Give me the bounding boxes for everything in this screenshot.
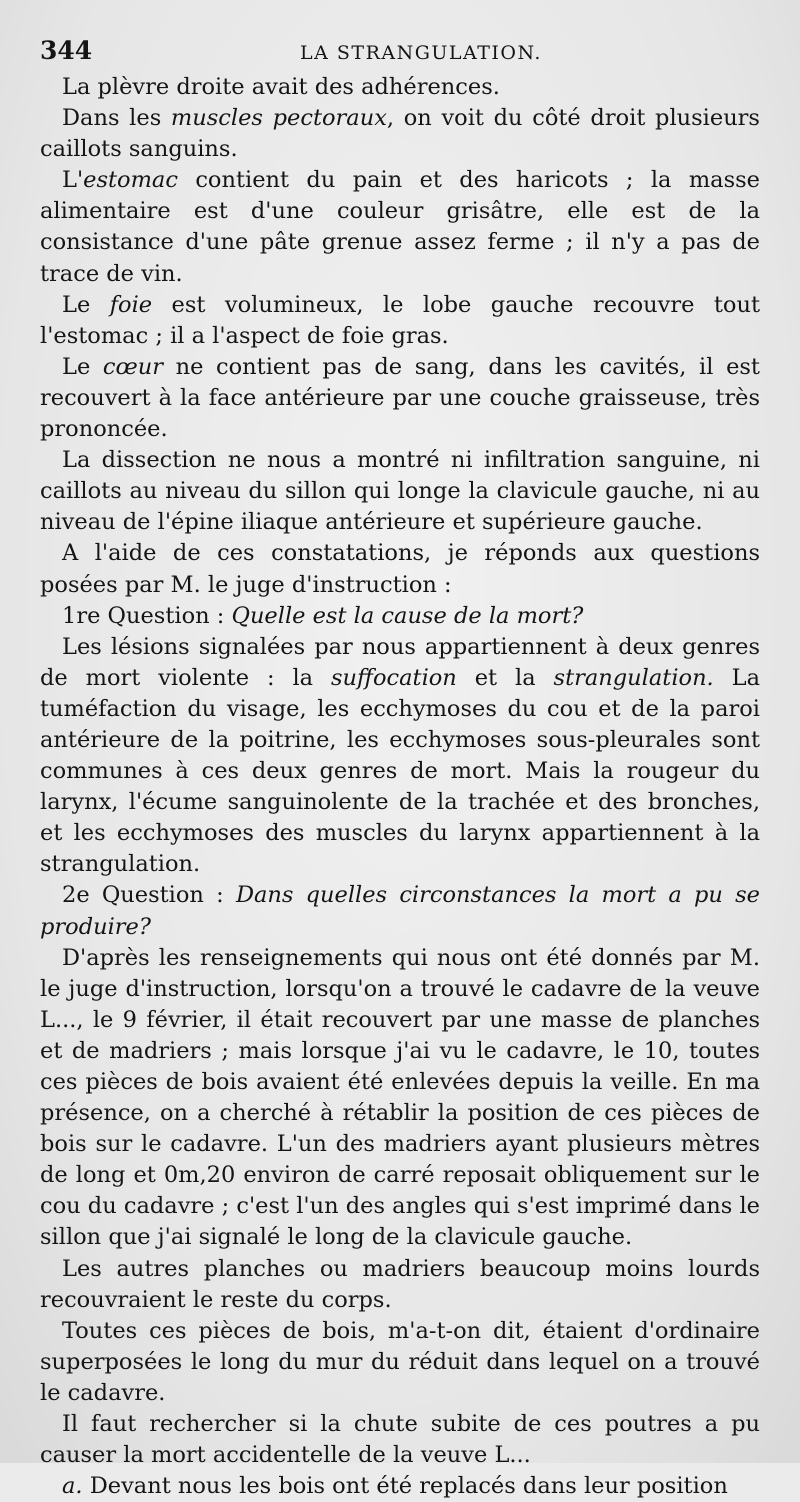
italic-text: cœur [102, 353, 163, 380]
paragraph [40, 165, 760, 289]
text-run: L' [62, 167, 84, 194]
text-run: La dissection ne nous a montré ni infiltration sanguine, ni caillots au niveau du sillon qui longe la clavicule gauche, ni au niveau de l'épine iliaque antérieure et supérieure gauche. [40, 447, 760, 536]
paragraph [40, 352, 760, 445]
page-number: 344 [40, 36, 93, 65]
paragraph [40, 1316, 760, 1409]
text-run: 2e Question : [62, 882, 236, 909]
italic-text: Quelle est la cause de la mort? [231, 602, 584, 629]
italic-text: Dans quelles circonstances la mort a pu se produire? [40, 882, 760, 940]
paragraph [40, 880, 760, 942]
italic-text: a. [62, 1473, 83, 1500]
text-run: Dans les [62, 105, 171, 132]
text-run: Il faut rechercher si la chute subite de ces poutres a pu causer la mort accidentelle de la veuve L... [40, 1411, 760, 1469]
text-run: A l'aide de ces constatations, je réponds aux questions posées par M. le juge d'instruction : [40, 540, 760, 598]
text-run: Le [62, 353, 103, 380]
text-run: et la [456, 664, 554, 691]
text-run: La plèvre droite avait des adhérences. [62, 74, 500, 100]
text-run: Devant nous les bois ont été replacés dans leur position [82, 1473, 728, 1500]
paragraph [40, 1409, 760, 1471]
text-run: Le [62, 291, 110, 318]
paragraph [40, 290, 760, 352]
paragraph [40, 601, 760, 632]
page-header [40, 30, 760, 72]
paragraph [40, 538, 760, 600]
italic-text: strangulation. [553, 664, 714, 691]
paragraph [40, 1471, 760, 1502]
paragraph [40, 445, 760, 538]
italic-text: muscles pectoraux [170, 105, 387, 132]
paragraph [40, 1254, 760, 1316]
text-run: est volumineux, le lobe gauche recouvre tout l'estomac ; il a l'aspect de foie gras. [40, 291, 760, 349]
text-run: contient du pain et des haricots ; la masse alimentaire est d'une couleur grisâtre, elle est de la consistance d'une pâte grenue assez ferme ; il n'y a pas de trace de vin. [40, 167, 760, 287]
paragraph [40, 72, 760, 103]
text-run: D'après les renseignements qui nous ont été donnés par M. le juge d'instruction, lorsqu'on a trouvé le cadavre de la veuve L..., le 9 février, il était recouvert par une masse de planches et de madriers ; mais lorsque j'ai vu le cadavre, le 10, toutes ces pièces de bois avaient été enlevées depuis la veille. En ma présence, on a cherché à rétablir la position de ces pièces de bois sur le cadavre. L'un des madriers ayant plusieurs mètres de long et 0m,20 environ de carré reposait obliquement sur le cou du cadavre ; c'est l'un des angles qui s'est imprimé dans le sillon que j'ai signalé le long de la clavicule gauche. [40, 944, 760, 1251]
text-run: , on voit du côté droit plusieurs caillots sanguins. [40, 105, 760, 163]
text-run: Les autres planches ou madriers beaucoup moins lourds recouvraient le reste du corps. [40, 1255, 760, 1313]
paragraph [40, 103, 760, 165]
italic-text: suffocation [330, 664, 457, 691]
text-run: La tuméfaction du visage, les ecchymoses du cou et de la paroi antérieure de la poitrine, les ecchymoses sous-pleurales sont communes à ces deux genres de mort. Mais la rougeur du larynx, l'écume sanguinolente de la trachée et des bronches, et les ecchymoses des muscles du larynx appartiennent à la strangulation. [40, 664, 760, 878]
text-run: Toutes ces pièces de bois, m'a-t-on dit, étaient d'ordinaire superposées le long du mur du réduit dans lequel on a trouvé le cadavre. [40, 1317, 760, 1406]
running-head: LA STRANGULATION. [300, 42, 542, 64]
text-run: ne contient pas de sang, dans les cavités, il est recouvert à la face antérieure par une couche graisseuse, très prononcée. [40, 353, 760, 443]
italic-text: foie [109, 291, 153, 318]
paragraph [40, 632, 760, 881]
body-text [40, 72, 760, 1502]
paragraph [40, 943, 760, 1254]
italic-text: estomac [83, 167, 178, 194]
text-run: Les lésions signalées par nous appartiennent à deux genres de mort violente : la [40, 633, 760, 691]
text-run: 1re Question : [62, 602, 232, 629]
